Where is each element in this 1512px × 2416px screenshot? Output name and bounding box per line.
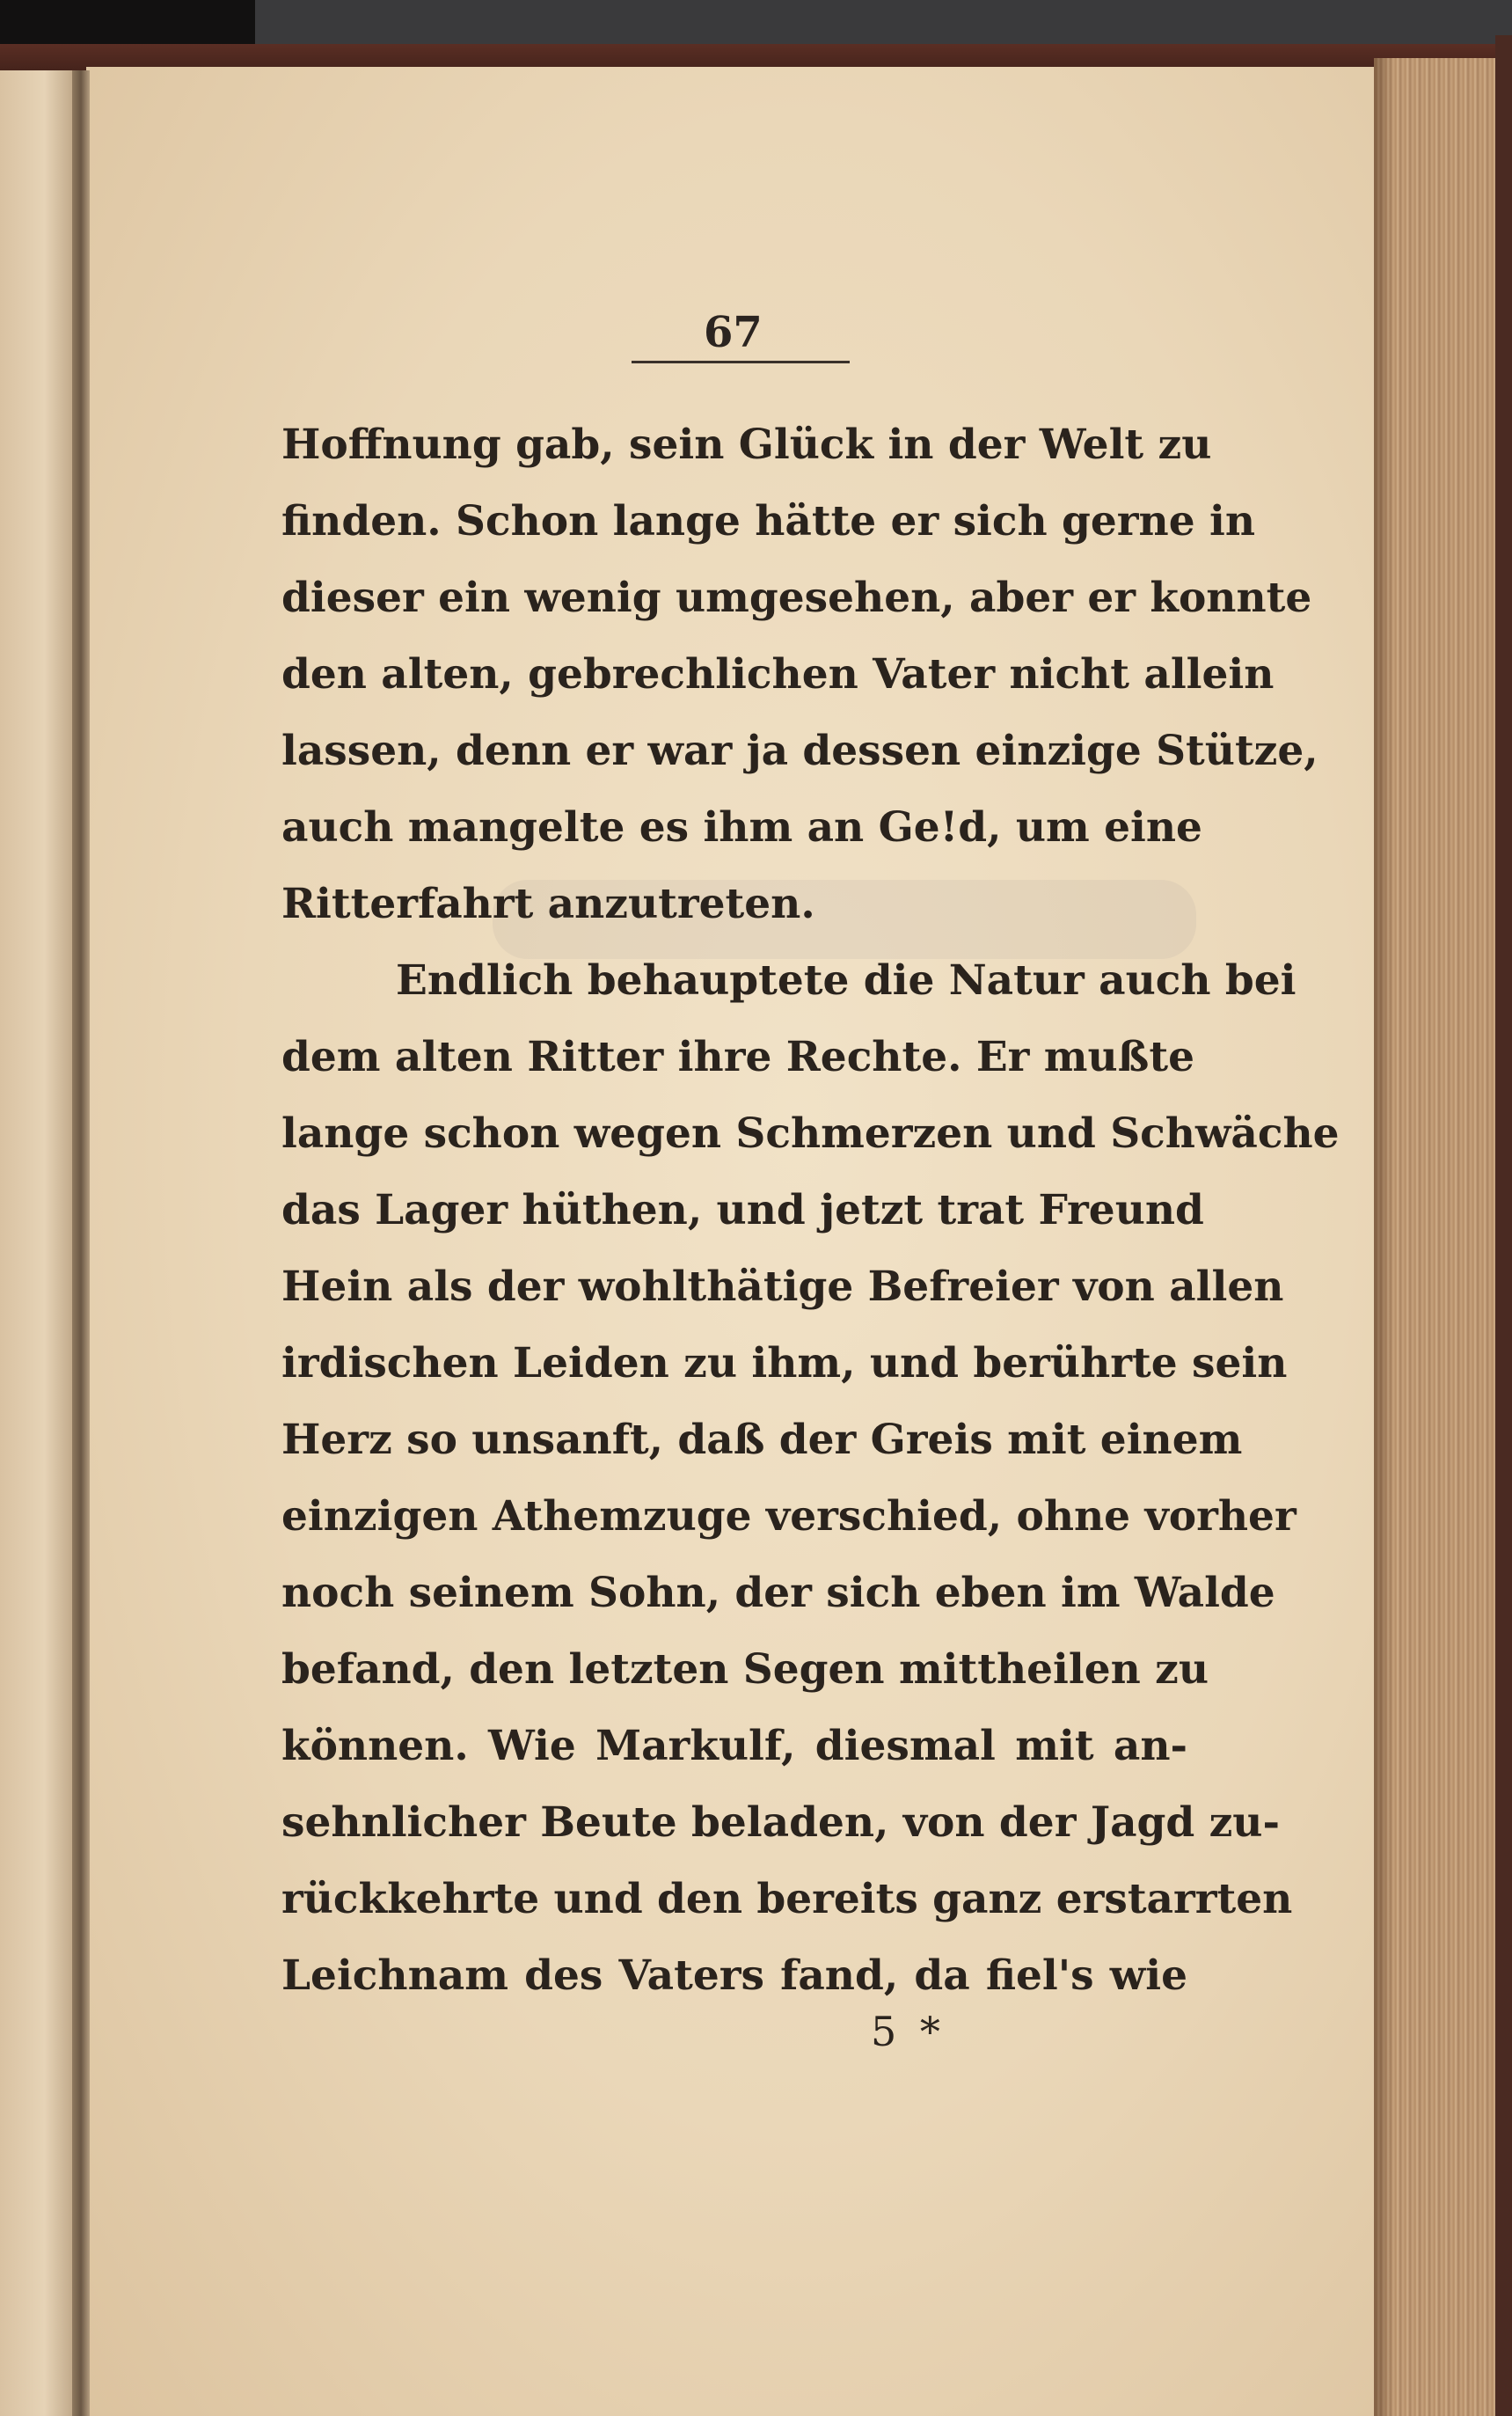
text-line: auch mangelte es ihm an Ge!d, um eine [281,803,1202,852]
text-line: lassen, denn er war ja dessen einzige Stütze, [281,727,1318,775]
board-edge [255,0,1512,49]
text-line: Endlich behauptete die Natur auch bei [396,956,1297,1005]
text-line: irdischen Leiden zu ihm, und berührte sein [281,1339,1288,1387]
signature-mark: 5 * [871,2008,946,2055]
text-line: Ritterfahrt anzutreten. [281,880,815,928]
body-text [281,406,1340,2014]
text-line: können. Wie Markulf, diesmal mit an- [281,1722,1187,1770]
text-line: sehnlicher Beute beladen, von der Jagd zu- [281,1798,1280,1847]
book-gutter [72,70,90,2416]
text-line: dieser ein wenig umgesehen, aber er konnte [281,574,1312,622]
text-line: noch seinem Sohn, der sich eben im Walde [281,1569,1275,1617]
text-line: einzigen Athemzuge verschied, ohne vorher [281,1492,1297,1541]
text-line: Leichnam des Vaters fand, da fiel's wie [281,1951,1187,2000]
text-line: Hein als der wohlthätige Befreier von allen [281,1263,1284,1311]
text-line: finden. Schon lange hätte er sich gerne in [281,497,1256,545]
text-line: befand, den letzten Segen mittheilen zu [281,1645,1209,1694]
text-line: rückkehrte und den bereits ganz erstarrten [281,1875,1293,1923]
text-line: Herz so unsanft, daß der Greis mit einem [281,1416,1243,1464]
text-line: dem alten Ritter ihre Rechte. Er mußte [281,1033,1194,1081]
page-number: 67 [704,308,763,357]
book-cover-right [1495,35,1512,2416]
text-line: lange schon wegen Schmerzen und Schwäche [281,1109,1340,1158]
page-fore-edge [1374,58,1512,2416]
text-line: das Lager hüthen, und jetzt trat Freund [281,1186,1204,1234]
header-rule [632,361,850,363]
fore-edge-shadow [1374,58,1393,2416]
left-page-edge [0,70,81,2416]
text-line: den alten, gebrechlichen Vater nicht allein [281,650,1275,699]
text-line: Hoffnung gab, sein Glück in der Welt zu [281,421,1212,469]
